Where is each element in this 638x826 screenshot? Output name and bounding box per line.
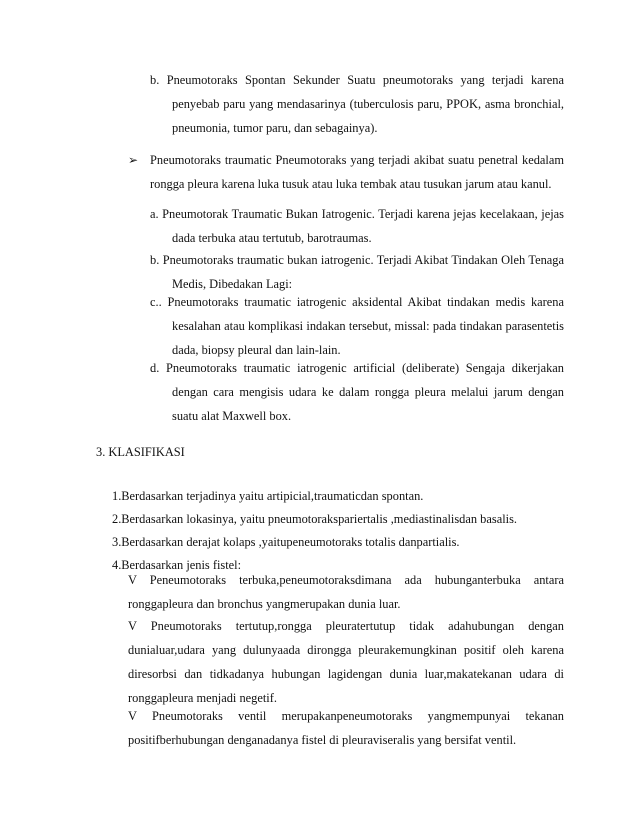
item-c: c.. Pneumotoraks traumatic iatrogenic aksidental Akibat tindakan medis karena kesalahan atau komplikasi indakan tersebut, missal: pada tindakan parasentetis dada, biopsy pleural dan lain-lain. <box>150 295 564 357</box>
klasifikasi-item-1: 1.Berdasarkan terjadinya yaitu artipicial,traumaticdan spontan. <box>112 489 424 503</box>
fistel-ventil: V Pneumotoraks ventil merupakanpeneumotoraks yangmempunyai tekanan positifberhubungan denganadanya fistel di pleuraviseralis yang bersifat ventil. <box>128 709 564 747</box>
arrow-bullet-icon: ➢ <box>128 153 139 167</box>
klasifikasi-item-4: 4.Berdasarkan jenis fistel: <box>112 558 242 572</box>
item-a: a. Pneumotorak Traumatic Bukan Iatrogenic. Terjadi karena jejas kecelakaan, jejas dada terbuka atau tertutub, barotraumas. <box>150 207 564 245</box>
fistel-tertutup: V Pneumotoraks tertutup,rongga pleuratertutup tidak adahubungan dengan dunialuar,udara yang dulunyaada dirongga pleurakemungkinan positif oleh karena diresorbsi dan tidkadanya hubungan lagidengan dunia luar,makatekanan udara di ronggapleura menjadi negetif. <box>128 619 564 705</box>
bullet-traumatic-text: Pneumotoraks traumatic Pneumotoraks yang terjadi akibat suatu penetral kedalam rongga pleura karena luka tusuk atau luka tembak atau tusukan jarum atau kanul. <box>150 153 564 191</box>
klasifikasi-item-3: 3.Berdasarkan derajat kolaps ,yaitupeneumotoraks totalis danpartialis. <box>112 535 460 549</box>
item-b: b. Pneumotoraks traumatic bukan iatrogenic. Terjadi Akibat Tindakan Oleh Tenaga Medis, Dibedakan Lagi: <box>150 253 564 291</box>
item-b-spontan: b. Pneumotoraks Spontan Sekunder Suatu pneumotoraks yang terjadi karena penyebab paru yang mendasarinya (tuberculosis paru, PPOK, asma bronchial, pneumonia, tumor paru, dan sebagainya). <box>150 73 564 135</box>
fistel-terbuka: V Peneumotoraks terbuka,peneumotoraksdimana ada hubunganterbuka antara ronggapleura dan bronchus yangmerupakan dunia luar. <box>128 573 564 611</box>
klasifikasi-item-2: 2.Berdasarkan lokasinya, yaitu pneumotorakspariertalis ,mediastinalisdan basalis. <box>112 512 517 526</box>
section-heading-klasifikasi: 3. KLASIFIKASI <box>96 445 185 459</box>
item-d: d. Pneumotoraks traumatic iatrogenic artificial (deliberate) Sengaja dikerjakan dengan cara mengisis udara ke dalam rongga pleura melalui jarum dengan suatu alat Maxwell box. <box>150 361 564 423</box>
